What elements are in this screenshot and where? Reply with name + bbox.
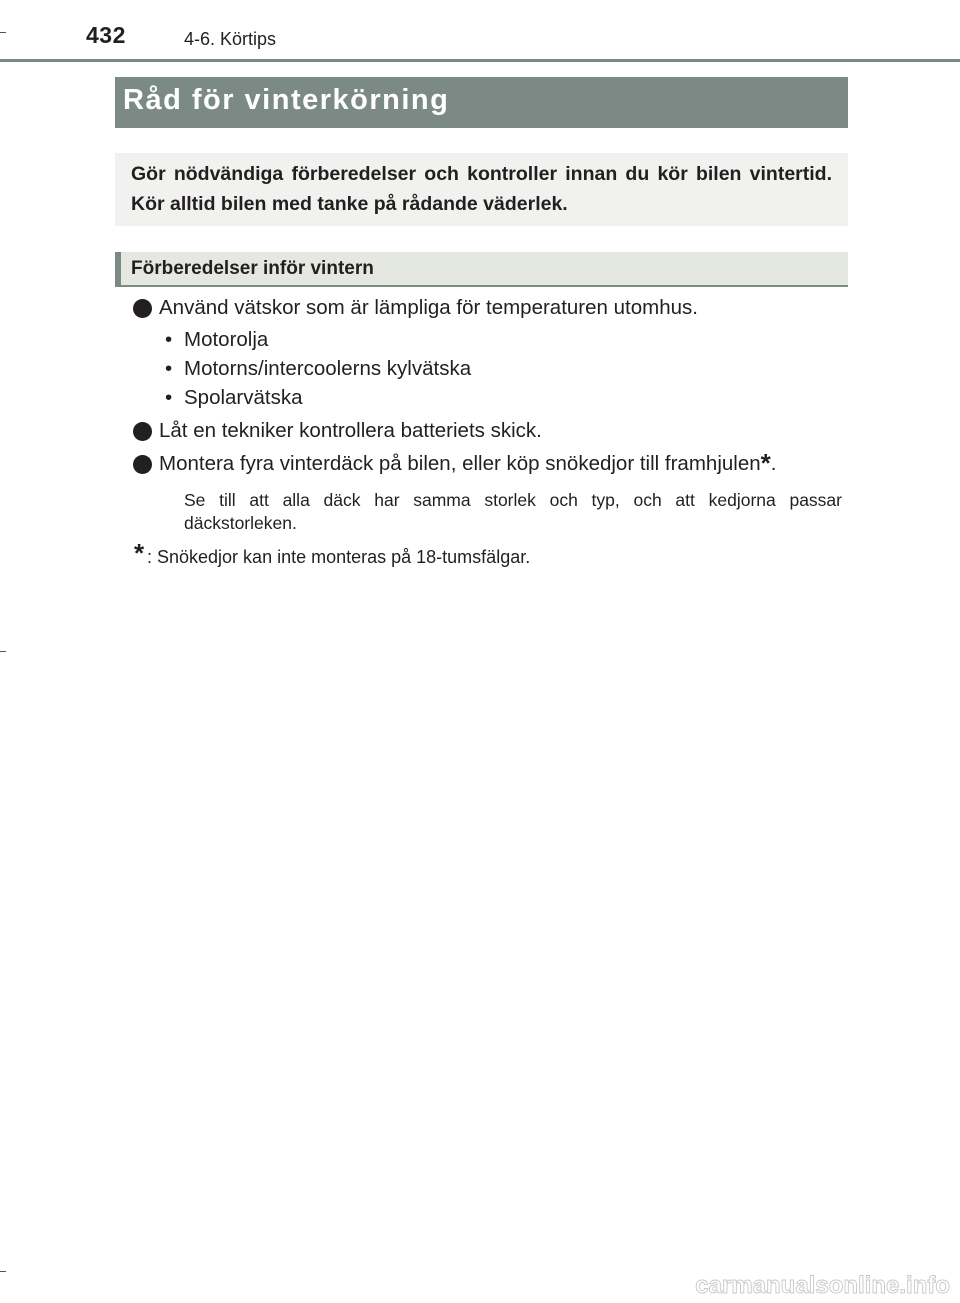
item-note: Se till att alla däck har samma storlek och typ, och att kedjorna passar däckstorleken.: [184, 490, 842, 533]
section-heading-bar: [115, 252, 848, 287]
list-item-3-trailing: .: [770, 452, 777, 475]
header-rule: [0, 59, 960, 62]
page-title: Råd för vinterkörning: [123, 84, 450, 116]
footnote-star: *: [134, 538, 145, 568]
list-item-1: Använd vätskor som är lämpliga för temperaturen utomhus.: [159, 296, 698, 319]
watermark-logo: [621, 1269, 951, 1299]
bullet-small-icon: •: [165, 328, 173, 351]
sub-item-2: • Motorns/intercoolerns kylvätska: [165, 357, 472, 380]
list-item-3: [159, 448, 777, 478]
bullet-small-icon: •: [165, 386, 173, 409]
section-title: Förberedelser inför vintern: [131, 258, 374, 279]
footnote-text: : Snökedjor kan inte monteras på 18-tumsfälgar.: [147, 547, 531, 567]
crop-mark-middle: [0, 651, 6, 652]
sub-item-1: • Motorolja: [165, 328, 269, 351]
bullet-small-icon: •: [165, 357, 173, 380]
bullet-dot-icon: [133, 455, 152, 474]
title-bar: [115, 77, 848, 128]
intro-text: Gör nödvändiga förberedelser och kontroller innan du kör bilen vintertid. Kör alltid bilen med tanke på rådande väderlek.: [131, 163, 832, 215]
list-item-3-text: Montera fyra vinterdäck på bilen, eller köp snökedjor till framhjulen: [159, 452, 761, 475]
bullet-dot-icon: [133, 299, 152, 318]
crop-mark-bottom: [0, 1271, 6, 1272]
svg-text:carmanualsonline.info: carmanualsonline.info: [695, 1272, 950, 1299]
crop-mark-top: [0, 32, 6, 33]
list-item-2: Låt en tekniker kontrollera batteriets skick.: [159, 419, 542, 442]
intro-box: [115, 153, 848, 226]
bullet-dot-icon: [133, 422, 152, 441]
chapter-label: 4-6. Körtips: [184, 29, 277, 49]
sub-item-3: • Spolarvätska: [165, 386, 303, 409]
page-number: 432: [86, 22, 126, 48]
footnote-mark: *: [760, 448, 771, 478]
